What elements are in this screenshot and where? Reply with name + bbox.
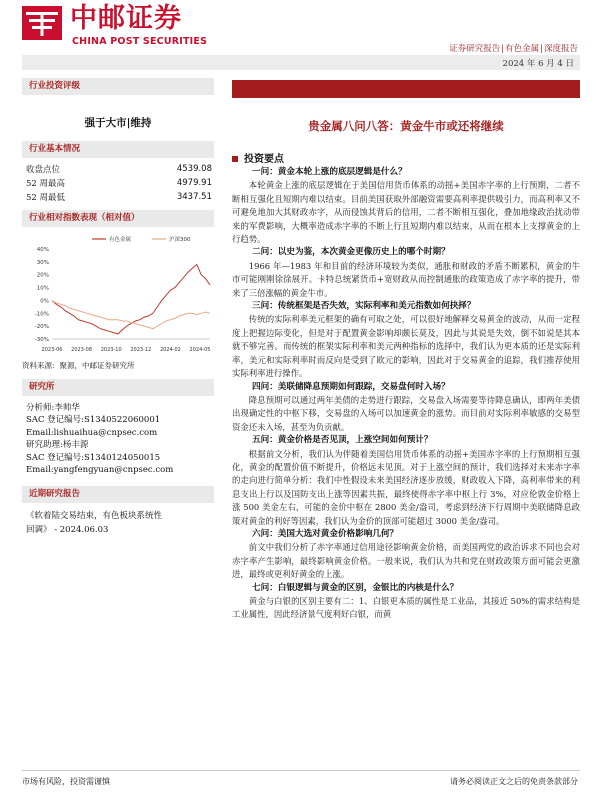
chart-source: 资料来源：聚源，中邮证券研究所	[22, 361, 135, 370]
date-bar	[22, 55, 580, 70]
answer-paragraph: 1966 年—1983 年和目前的经济环境较为类似，通胀和财政的矛盾不断累积，黄金的牛市可能刚刚徐徐展开。卡特总统紧货币+宽财政从而控制通胀的政策造成了赤字率的提升，带来了三倍涨幅的黄金牛市。	[232, 260, 580, 298]
question-heading: 六问：美国大选对黄金价格影响几何？	[252, 528, 399, 539]
chart-svg	[22, 231, 214, 357]
report-date: 2024 年 6 月 4 日	[502, 59, 574, 69]
table-row	[22, 162, 214, 176]
question-heading: 四问：美联储降息预期如何跟踪，交易盘何时入场？	[252, 381, 450, 392]
key-points-label: 投资要点	[244, 154, 284, 165]
answer-paragraph: 降息预期可以通过两年美债的走势进行跟踪，交易盘入场需要等待降息确认，即两年美债出现确定性的中枢下移，交易盘的入场可以加速黄金的涨势。而目前对实际利率敏感的交易型资金还未入场，甚至为负贡献。	[232, 394, 580, 432]
report-type: 证券研究报告|有色金属|深度报告	[449, 44, 578, 54]
basic-info-heading: 行业基本情况	[22, 141, 214, 158]
question-heading: 七问：白银逻辑与黄金的区别，金银比的内核是什么？	[252, 582, 459, 593]
info-value: 4979.91	[176, 178, 212, 188]
y-tick-label: 0%	[40, 298, 49, 305]
y-tick-label: 20%	[36, 272, 49, 279]
y-tick-label: -10%	[34, 311, 49, 318]
answer-paragraph: 根据前文分析，我们认为伴随着美国信用货币体系的动摇+美国赤字率的上行预期相互强化，黄金的配置价值不断提升，价格远未见顶。对于上涨空间的预计，我们选择对未来赤字率的走向进行简单分析：我们中性假设未来美国经济逐步放缓，财政收入下降，高利率带来的利息支出上行以及国防支出上涨等因素共振，最终使得赤字率中枢上行 3%，对应伦敦金价格上涨 500 美金左右，可能的金价中枢在 2800 美金/盎司，考虑到经济下行周期中美联储降息政策对黄金的利好等因素，我们认为金价的顶部可能超过 3000 美金/盎司。	[232, 448, 580, 526]
footer-disclaimer-note: 请务必阅读正文之后的免责条款部分	[450, 777, 578, 786]
analyst-line: SAC 登记编号:S1340124050015	[26, 452, 161, 463]
recent-report-line: 回调》 - 2024.06.03	[26, 525, 109, 536]
x-tick-label: 2023-06	[41, 347, 63, 353]
table-row	[22, 190, 214, 204]
question-heading: 三问：传统框架是否失效，实际利率和美元指数如何抉择？	[252, 301, 476, 312]
answer-paragraph: 传统的实际利率美元框架的确有可取之处，可以很好地解释交易黄金的波动，从而一定程度上把握边际变化，但是对于配置黄金影响却颇长莫及，因此与其说是失效，倒不如说是其本就不够完善。而传统的框架实际利率和美元两种指标的选择中，我们认为更本质的还是实际利率，美元和实际利率时而反向是受到了欧元的影响，因此对于交易黄金的追踪，我们推荐使用实际利率进行操作。	[232, 314, 580, 379]
main-content	[232, 150, 580, 622]
analyst-line[interactable]: Email:yangfengyuan@cnpsec.com	[26, 465, 174, 476]
x-tick-label: 2024-02	[159, 347, 181, 353]
footer-divider	[22, 770, 580, 771]
left-sidebar	[22, 78, 214, 537]
answer-paragraph: 前文中我们分析了赤字率通过信用途径影响黄金价格，而美国两党的政治诉求不同也会对赤字率产生影响，最终影响黄金价格。一般来说，我们认为共和党在财政政策方面可能会更激进，最终或更利好黄金的上涨。	[232, 542, 580, 580]
info-value: 4539.08	[176, 164, 212, 174]
info-label: 52 周最低	[26, 193, 66, 203]
analyst-info	[22, 402, 214, 476]
question-heading: 五问：黄金价格是否见顶，上涨空间如何预计？	[252, 435, 433, 446]
research-heading: 研究所	[22, 379, 214, 396]
rating-heading: 行业投资评级	[22, 78, 214, 95]
report-type-3: 深度报告	[543, 44, 578, 54]
table-row	[22, 176, 214, 190]
brand-name-en: CHINA POST SECURITIES	[72, 36, 208, 47]
y-tick-label: 10%	[36, 285, 49, 292]
y-tick-label: -30%	[34, 337, 49, 343]
legend-label: 有色金属	[109, 237, 132, 243]
key-points-heading	[232, 150, 580, 165]
y-tick-label: 30%	[36, 259, 49, 266]
report-type-2: 有色金属	[505, 44, 540, 54]
bullet-icon	[232, 156, 238, 162]
answer-paragraph: 黄金与白银的区别主要有二：1、白银更本质的属性是工业品，其接近 50%的需求结构是工业属性，因此经济景气度利好白银，而黄	[232, 596, 580, 620]
analyst-line[interactable]: Email:lishuaihua@cnpsec.com	[26, 427, 158, 438]
question-heading: 二问：以史为鉴，本次黄金更像历史上的哪个时期？	[252, 247, 450, 258]
x-tick-label: 2023-08	[71, 347, 93, 353]
recent-reports-heading: 近期研究报告	[22, 486, 214, 503]
info-label: 52 周最高	[26, 179, 66, 189]
series-line-nonferrous	[52, 264, 210, 334]
qa-blocks	[232, 166, 580, 622]
footer-risk-note: 市场有风险，投资需谨慎	[22, 777, 110, 786]
x-tick-label: 2024-05	[189, 347, 211, 353]
y-tick-label: -20%	[34, 324, 49, 331]
recent-report-line: 《软着陆交易结束，有色板块系统性	[26, 511, 163, 522]
title-banner	[232, 80, 580, 98]
info-label: 收盘点位	[26, 165, 61, 175]
report-header	[0, 0, 600, 69]
china-post-logo-icon	[22, 6, 62, 40]
x-tick-label: 2023-10	[100, 347, 122, 353]
info-value: 3437.51	[176, 192, 212, 202]
question-heading: 一问：黄金本轮上涨的底层逻辑是什么？	[252, 167, 407, 177]
y-tick-label: 40%	[36, 247, 49, 253]
analyst-line: 分析师:李帅华	[26, 403, 80, 413]
industry-rating: 强于大市|维持	[84, 117, 152, 129]
series-line-hs300	[52, 300, 210, 328]
legend-label: 沪深300	[169, 237, 191, 243]
relative-index-chart	[22, 231, 214, 357]
chart-heading: 行业相对指数表现（相对值）	[22, 210, 214, 227]
recent-report[interactable]	[22, 509, 214, 537]
report-title: 贵金属八问八答：黄金牛市或还将继续	[308, 119, 504, 133]
analyst-line: SAC 登记编号:S1340522060001	[26, 415, 161, 426]
report-type-1: 证券研究报告	[449, 44, 501, 54]
analyst-line: 研究助理:杨丰源	[26, 440, 89, 451]
x-tick-label: 2023-12	[130, 347, 152, 353]
answer-paragraph: 本轮黄金上涨的底层逻辑在于美国信用货币体系的动摇+美国赤字率的上行预期，二者不断相互强化且短期内难以结束。目前美国获取外部融资需要高利率提供吸引力，而高利率又不可避免地加大其财政赤字，从而侵蚀其背后的信用，二者不断相互强化，叠加地缘政治扰动带来的军费影响，大概率造成赤字率的不断上行且短期内难以结束，从而在根本上支撑黄金的上行趋势。	[232, 180, 580, 245]
basic-info-table	[22, 162, 214, 204]
brand-name-cn: 中邮证券	[70, 3, 182, 34]
